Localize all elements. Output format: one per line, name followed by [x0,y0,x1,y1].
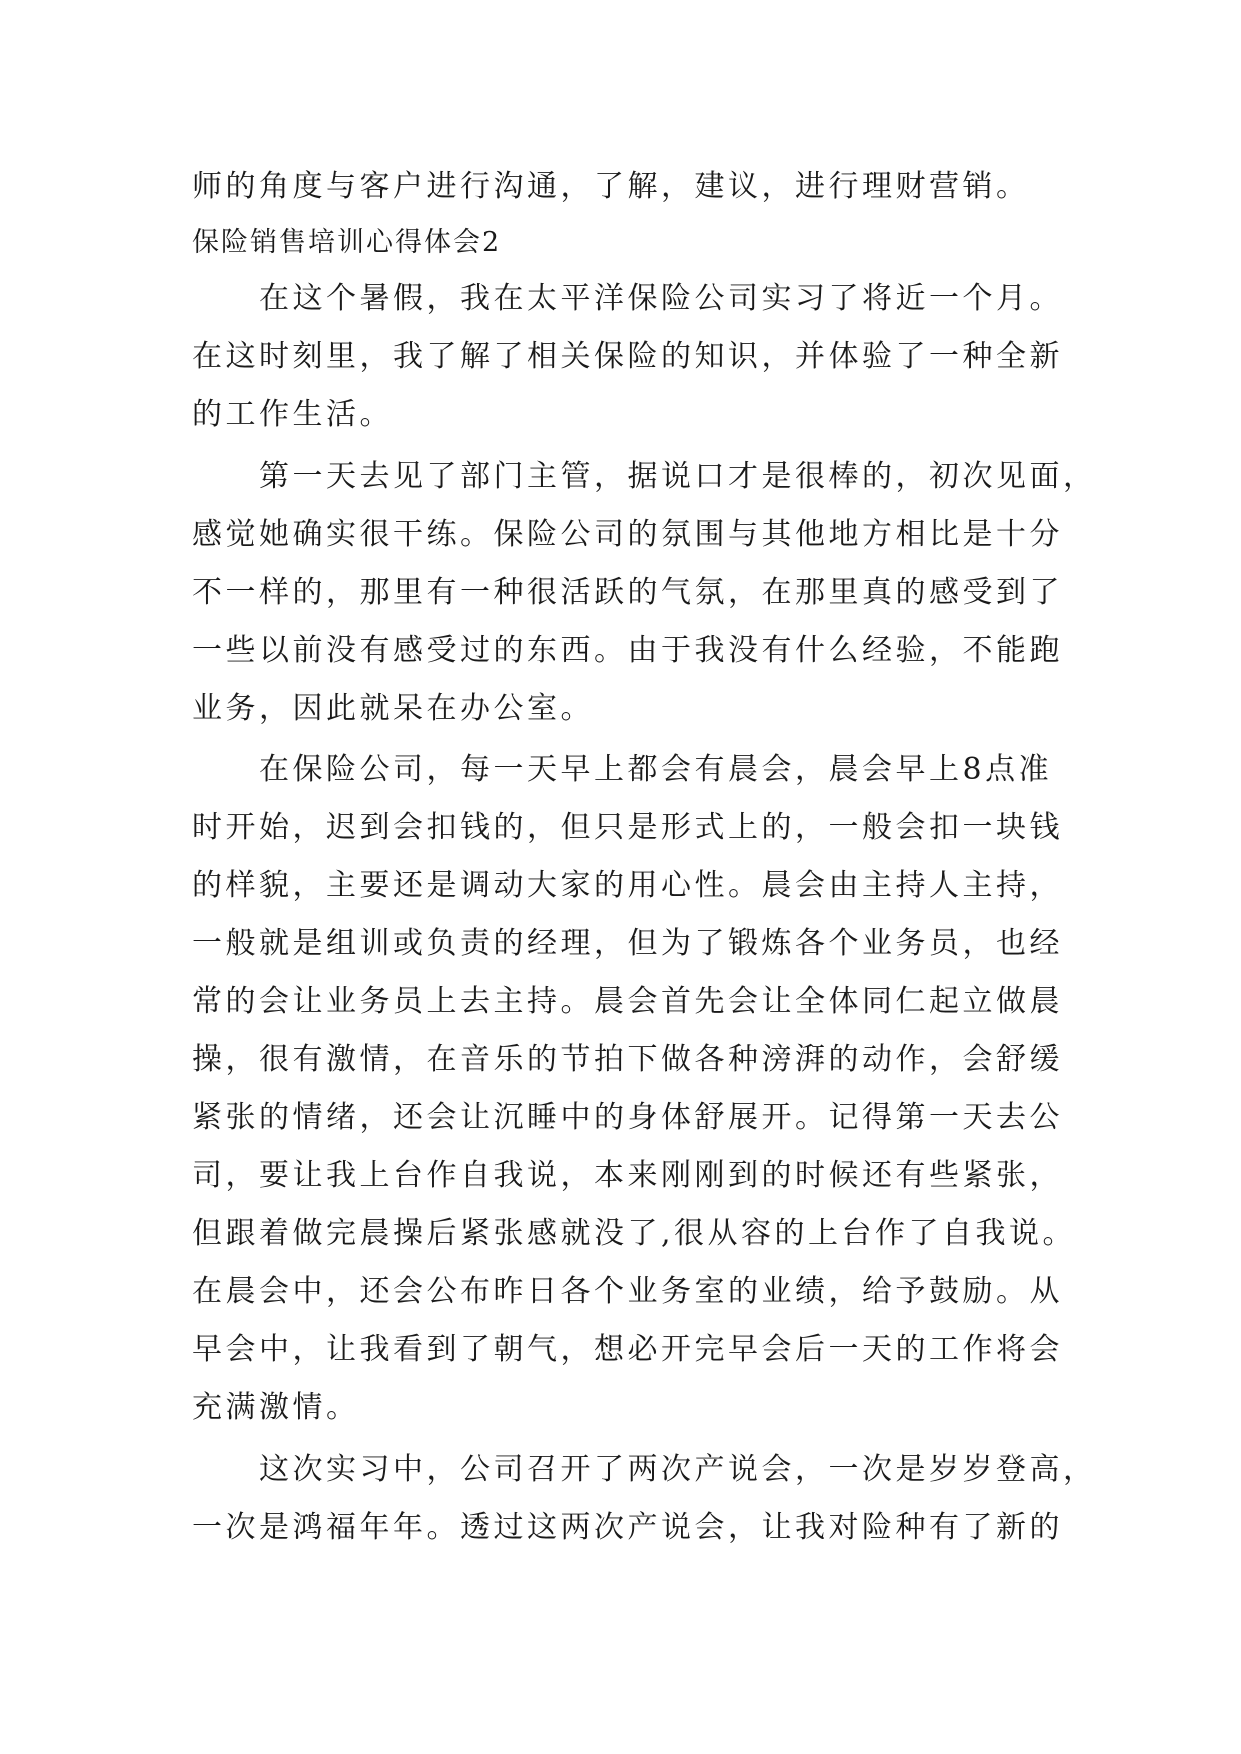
paragraph-line: 的样貌，主要还是调动大家的用心性。晨会由主持人主持， [192,868,1063,903]
text-line: 师的角度与客户进行沟通，了解，建议，进行理财营销。 [192,169,1030,204]
section-heading: 保险销售培训心得体会2 [192,227,502,258]
paragraph-line: 但跟着做完晨操后紧张感就没了,很从容的上台作了自我说。 [192,1216,1077,1251]
paragraph-line: 在这时刻里，我了解了相关保险的知识，并体验了一种全新 [192,339,1063,374]
paragraph-line: 一些以前没有感受过的东西。由于我没有什么经验，不能跑 [192,633,1063,668]
paragraph-line: 充满激情。 [192,1390,360,1425]
paragraph-line: 一次是鸿福年年。透过这两次产说会，让我对险种有了新的 [192,1510,1063,1545]
paragraph-line: 在保险公司，每一天早上都会有晨会，晨会早上8点准 [192,752,1053,787]
paragraph-line: 的工作生活。 [192,397,393,432]
paragraph-line: 紧张的情绪，还会让沉睡中的身体舒展开。记得第一天去公 [192,1100,1063,1135]
paragraph-line: 常的会让业务员上去主持。晨会首先会让全体同仁起立做晨 [192,984,1063,1019]
paragraph-line: 在晨会中，还会公布昨日各个业务室的业绩，给予鼓励。从 [192,1274,1063,1309]
paragraph-line: 操，很有激情，在音乐的节拍下做各种滂湃的动作，会舒缓 [192,1042,1063,1077]
paragraph-line: 这次实习中，公司召开了两次产说会，一次是岁岁登高， [192,1452,1097,1487]
paragraph-line: 不一样的，那里有一种很活跃的气氛，在那里真的感受到了 [192,575,1063,610]
paragraph-line: 第一天去见了部门主管，据说口才是很棒的，初次见面， [192,459,1097,494]
paragraph-line: 早会中，让我看到了朝气，想必开完早会后一天的工作将会 [192,1332,1063,1367]
paragraph-line: 业务，因此就呆在办公室。 [192,691,594,726]
paragraph-line: 感觉她确实很干练。保险公司的氛围与其他地方相比是十分 [192,517,1063,552]
paragraph-line: 司，要让我上台作自我说，本来刚刚到的时候还有些紧张， [192,1158,1063,1193]
paragraph-line: 时开始，迟到会扣钱的，但只是形式上的，一般会扣一块钱 [192,810,1063,845]
paragraph-line: 在这个暑假，我在太平洋保险公司实习了将近一个月。 [192,281,1063,316]
paragraph-line: 一般就是组训或负责的经理，但为了锻炼各个业务员，也经 [192,926,1063,961]
